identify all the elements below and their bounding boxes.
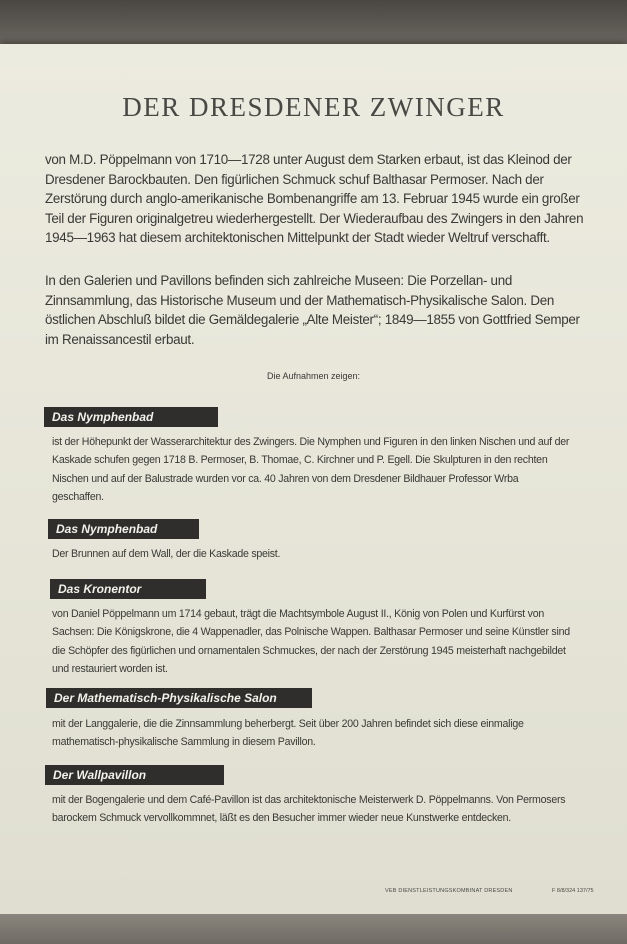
section-label-nymphenbad-brunnen: Das Nymphenbad <box>48 519 199 539</box>
section-label-wallpavillon: Der Wallpavillon <box>45 765 224 785</box>
background-surface-bottom <box>0 914 627 944</box>
section-text-kronentor: von Daniel Pöppelmann um 1714 gebaut, trägt die Machtsymbole August II., König von Polen und Kurfürst von Sachsen: Die Königskrone, die 4 Wappenadler, das Polnische Wappen. Balthasar Permoser und seine Künstler sind die Schöpfer des figürlichen und ornamentalen Schmuckes, der nach der Zerstörung 1945 meisterhaft nachgebildet und restauriert worden ist. <box>52 608 570 675</box>
section-label-nymphenbad: Das Nymphenbad <box>44 407 218 427</box>
photo-caption-heading: Die Aufnahmen zeigen: <box>266 371 361 381</box>
publisher-imprint: VEB DIENSTLEISTUNGSKOMBINAT DRESDEN <box>385 888 513 894</box>
section-label-kronentor: Das Kronentor <box>50 579 206 599</box>
intro-paragraph-2: In den Galerien und Pavillons befinden sich zahlreiche Museen: Die Porzellan- und Zinnsammlung, das Historische Museum und der Mathematisch-Physikalische Salon. Den östlichen Abschluß bildet die Gemäldegalerie „Alte Meister“; 1849—1855 von Gottfried Semper im Renaissancestil erbaut. <box>45 273 580 347</box>
section-text-nymphenbad: ist der Höhepunkt der Wasserarchitektur des Zwingers. Die Nymphen und Figuren in den linken Nischen und auf der Kaskade schufen gegen 1718 B. Permoser, B. Thomae, C. Kirchner und P. Egell. Die Skulpturen in den rechten Nischen und auf der Balustrade wurden vor ca. 40 Jahren von dem Dresdener Bildhauer Professor Wrba geschaffen. <box>52 436 570 503</box>
section-text-nymphenbad-brunnen: Der Brunnen auf dem Wall, der die Kaskade speist. <box>52 548 281 560</box>
section-text-wallpavillon: mit der Bogengalerie und dem Café-Pavillon ist das architektonische Meisterwerk D. Pöppelmanns. Von Permosers barockem Schmuck vervollkommnet, läßt es den Besucher immer wieder neue Kunstwerke entdecken. <box>52 794 566 825</box>
background-surface-top <box>0 0 627 46</box>
intro-paragraph-1: von M.D. Pöppelmann von 1710—1728 unter August dem Starken erbaut, ist das Kleinod der Dresdener Barockbauten. Den figürlichen Schmuck schuf Balthasar Permoser. Nach der Zerstörung durch anglo-amerikanische Bombenangriffe am 13. Februar 1945 wurde ein großer Teil der Figuren originalgetreu wiederhergestellt. Der Wiederaufbau des Zwingers in den Jahren 1945—1963 hat diesem architektonischen Mittelpunkt der Stadt wieder Weltruf verschafft. <box>45 152 584 245</box>
section-text-mathematisch-physikalischer-salon: mit der Langgalerie, die die Zinnsammlung beherbergt. Seit über 200 Jahren befindet sich diese einmalige mathematisch-physikalische Sammlung in diesem Pavillon. <box>52 718 524 749</box>
print-code: F 8/8/324 137/75 <box>552 888 594 894</box>
section-label-mathematisch-physikalischer-salon: Der Mathematisch-Physikalische Salon <box>46 688 312 708</box>
document-title: DER DRESDENER ZWINGER <box>122 92 505 122</box>
